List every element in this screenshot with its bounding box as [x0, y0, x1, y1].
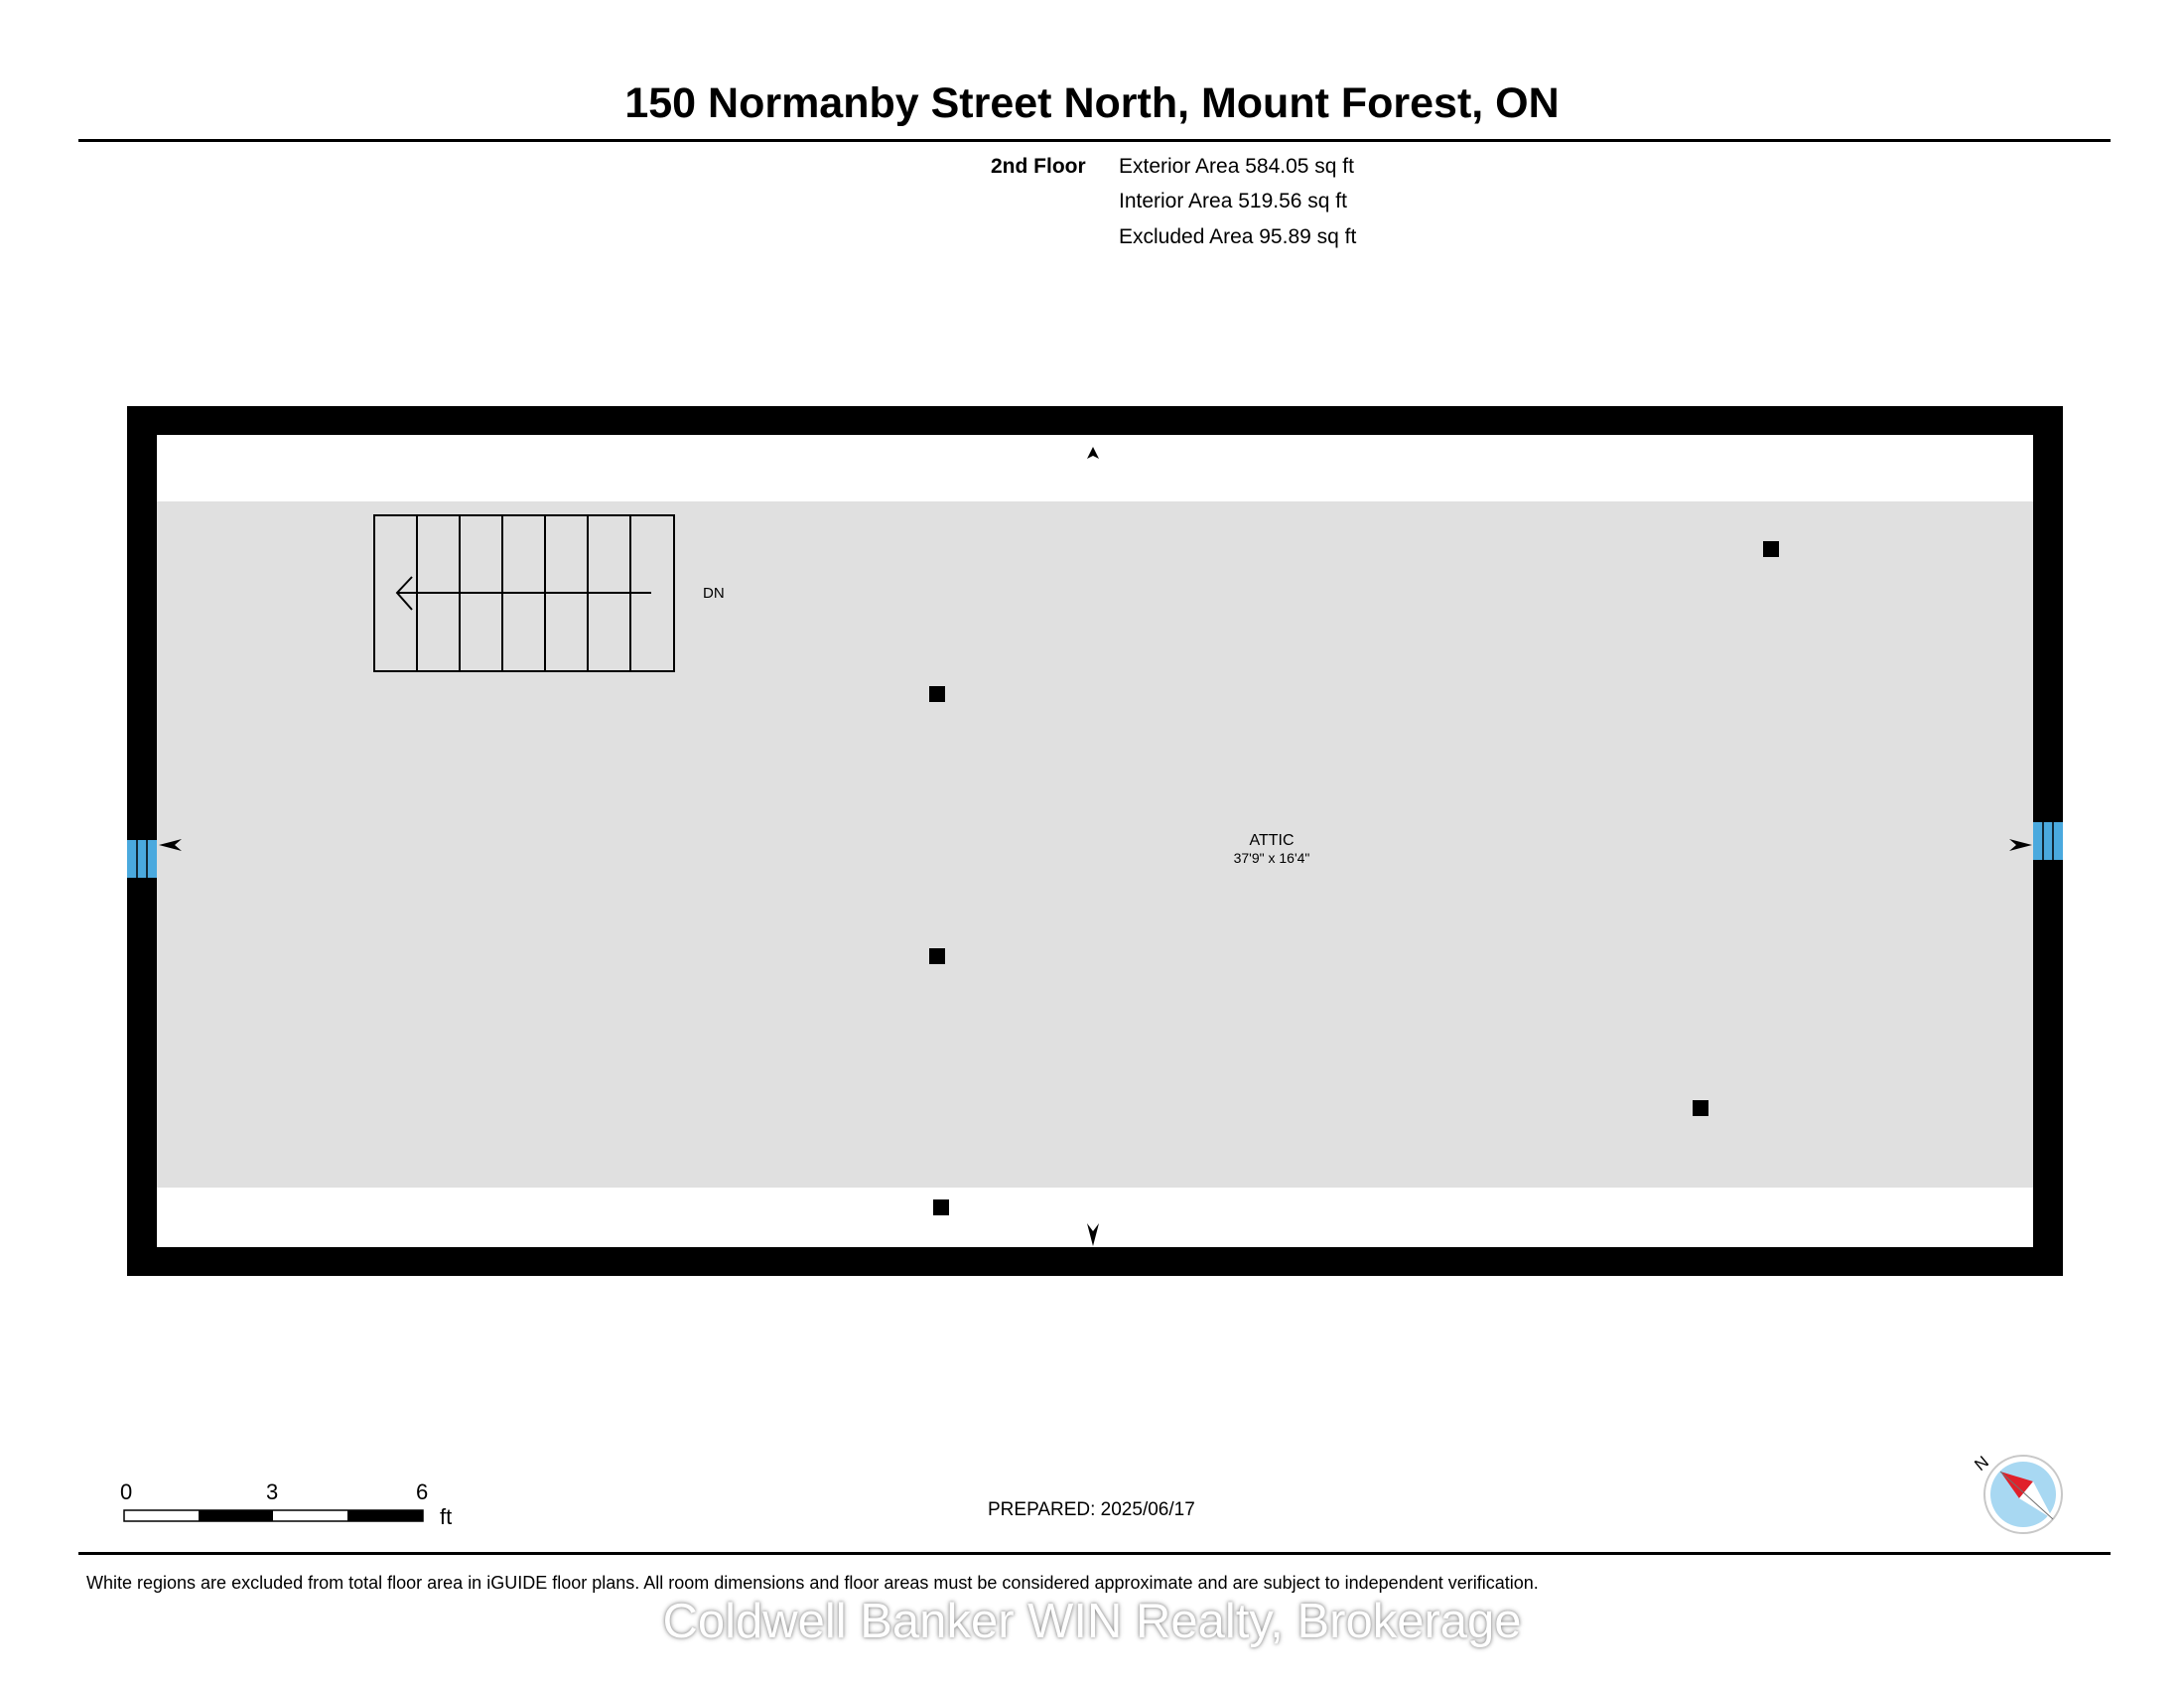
scale-unit: ft — [440, 1504, 453, 1529]
scale-bar — [124, 1510, 423, 1521]
post — [933, 1199, 949, 1215]
stair-label: DN — [703, 585, 725, 602]
scale-tick-6: 6 — [416, 1479, 429, 1504]
compass-icon — [1984, 1456, 2062, 1533]
scale-tick-3: 3 — [266, 1479, 279, 1504]
post — [1693, 1100, 1708, 1116]
footer-rule — [78, 1552, 2111, 1555]
prepared-date: PREPARED: 2025/06/17 — [988, 1499, 1195, 1520]
window-east — [2033, 822, 2063, 860]
page-title: 150 Normanby Street North, Mount Forest, ON — [624, 79, 1560, 127]
post — [929, 686, 945, 702]
post — [929, 948, 945, 964]
room-name: ATTIC — [1249, 832, 1295, 849]
brokerage-watermark: Coldwell Banker WIN Realty, Brokerage — [662, 1595, 1522, 1648]
included-floor-area — [157, 501, 2033, 1188]
exterior-area: Exterior Area 584.05 sq ft — [1119, 155, 1354, 178]
room-dimensions: 37'9" x 16'4" — [1233, 850, 1310, 866]
scale-tick-0: 0 — [120, 1479, 133, 1504]
floor-name: 2nd Floor — [991, 155, 1086, 178]
post — [1763, 541, 1779, 557]
excluded-area: Excluded Area 95.89 sq ft — [1119, 225, 1357, 248]
compass-north-label: N — [1971, 1452, 1992, 1476]
disclaimer-text: White regions are excluded from total floor area in iGUIDE floor plans. All room dimensions and floor areas must be considered approximate and are subject to independent verification. — [86, 1573, 1539, 1593]
window-west — [127, 840, 157, 878]
interior-area: Interior Area 519.56 sq ft — [1119, 190, 1347, 212]
